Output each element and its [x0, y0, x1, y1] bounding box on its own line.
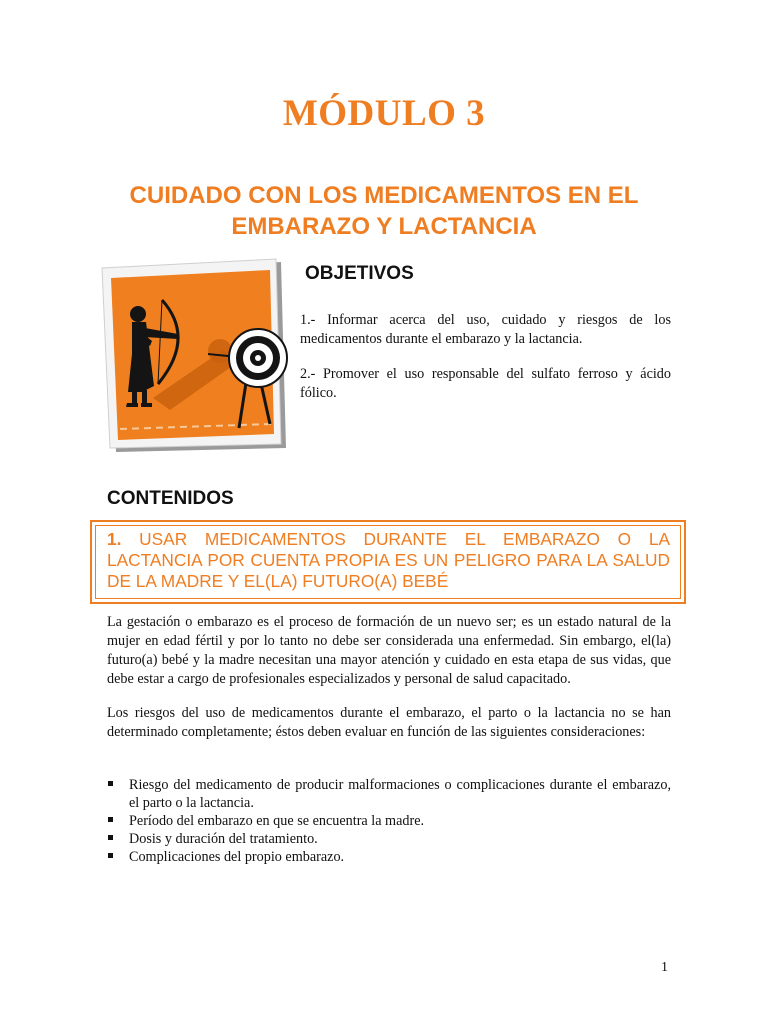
objectives-heading: OBJETIVOS [305, 263, 414, 284]
page-number: 1 [661, 960, 668, 975]
objective-item: 1.- Informar acerca del uso, cuidado y riesgos de los medicamentos durante el embarazo y la lactancia. [300, 312, 671, 347]
list-item: Complicaciones del propio embarazo. [107, 848, 671, 866]
objective-item: 2.- Promover el uso responsable del sulfato ferroso y ácido fólico. [300, 366, 671, 401]
page-subtitle: CUIDADO CON LOS MEDICAMENTOS EN EL EMBARAZO Y LACTANCIA [129, 182, 639, 240]
section-title [107, 529, 670, 592]
list-item: Riesgo del medicamento de producir malformaciones o complicaciones durante el embarazo, el parto o la lactancia. [107, 776, 671, 812]
body-paragraph: Los riesgos del uso de medicamentos durante el embarazo, el parto o la lactancia no se han determinado completamente; éstos deben evaluar en función de las siguientes consideraciones: [107, 705, 671, 740]
list-item: Dosis y duración del tratamiento. [107, 830, 671, 848]
bullet-icon [108, 781, 113, 786]
bullet-icon [108, 835, 113, 840]
section-title-text: USAR MEDICAMENTOS DURANTE EL EMBARAZO O LA LACTANCIA POR CUENTA PROPIA ES UN PELIGRO PARA LA SALUD DE LA MADRE Y EL(LA) FUTURO(A) BEBÉ [107, 529, 670, 591]
archer-target-icon [98, 258, 293, 454]
body-paragraph: La gestación o embarazo es el proceso de formación de un nuevo ser; es un estado natural de la mujer en edad fértil y por lo tanto no debe ser considerada una enfermedad. Sin embargo, el(la) futuro(a) bebé y la madre necesitan una mayor atención y cuidado en esta etapa de sus vidas, que debe estar a cargo de profesionales especializados y personal de salud capacitado. [107, 614, 671, 687]
considerations-list [107, 776, 671, 866]
section-number: 1. [107, 529, 122, 549]
list-item: Período del embarazo en que se encuentra la madre. [107, 812, 671, 830]
bullet-icon [108, 817, 113, 822]
bullet-icon [108, 853, 113, 858]
contents-heading: CONTENIDOS [107, 488, 234, 509]
module-title: MÓDULO 3 [282, 93, 486, 134]
